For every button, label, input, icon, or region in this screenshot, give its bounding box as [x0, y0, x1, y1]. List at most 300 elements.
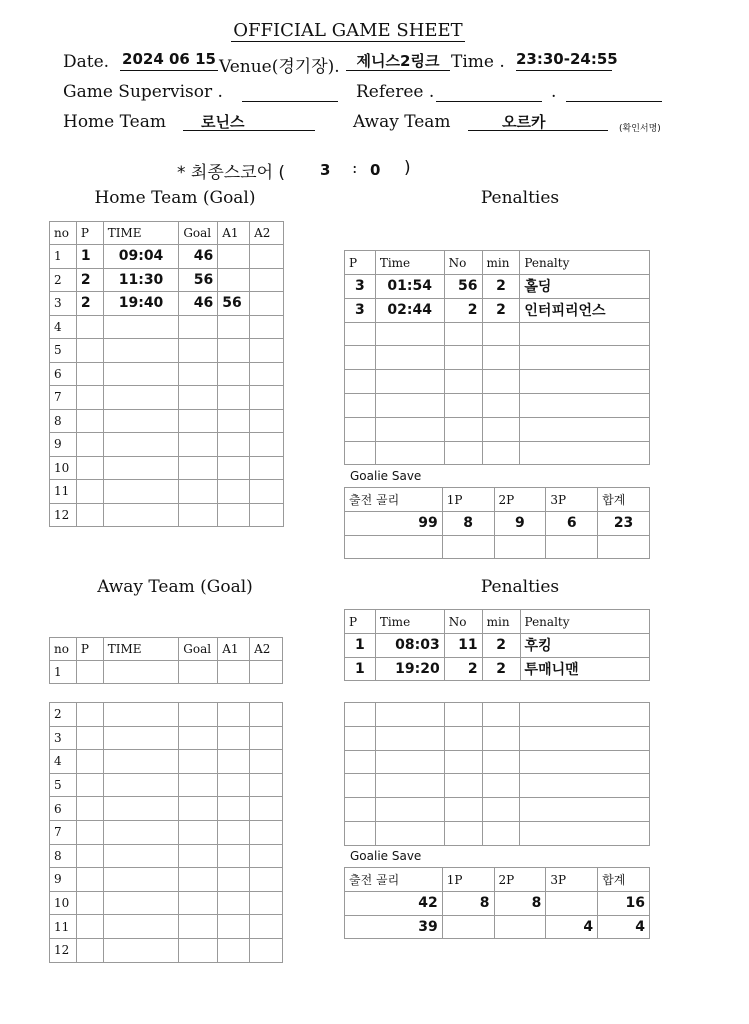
final-score-suffix: )	[404, 158, 411, 178]
table-cell[interactable]	[218, 245, 250, 269]
table-cell[interactable]	[250, 891, 283, 915]
table-cell[interactable]	[375, 798, 444, 822]
table-cell[interactable]	[345, 774, 376, 798]
table-row	[345, 275, 650, 299]
table-cell[interactable]	[76, 386, 103, 410]
table-cell[interactable]: 2	[444, 298, 482, 322]
table-cell[interactable]	[444, 726, 482, 750]
table-cell[interactable]	[179, 386, 218, 410]
referee2-field[interactable]	[566, 81, 662, 102]
table-cell[interactable]	[482, 417, 520, 441]
table-cell[interactable]	[76, 409, 103, 433]
table-cell[interactable]	[218, 915, 250, 939]
table-cell[interactable]	[103, 362, 179, 386]
away-goalie-table	[344, 867, 650, 939]
table-cell[interactable]	[250, 268, 284, 292]
table-cell[interactable]	[444, 346, 482, 370]
table-cell[interactable]	[179, 703, 218, 727]
table-cell[interactable]	[103, 797, 179, 821]
table-cell[interactable]	[103, 703, 179, 727]
table-cell[interactable]	[179, 480, 218, 504]
table-cell[interactable]: 3	[50, 292, 77, 316]
table-cell[interactable]	[103, 661, 179, 684]
table-cell[interactable]	[444, 798, 482, 822]
table-cell[interactable]	[179, 315, 218, 339]
table-cell[interactable]	[546, 892, 598, 916]
table-cell[interactable]	[482, 441, 520, 465]
table-cell[interactable]: 후킹	[520, 634, 649, 658]
table-cell[interactable]: 8	[50, 844, 77, 868]
table-cell[interactable]	[345, 346, 376, 370]
table-cell[interactable]	[444, 393, 482, 417]
table-row	[50, 268, 284, 292]
table-cell[interactable]	[179, 362, 218, 386]
table-cell[interactable]	[218, 456, 250, 480]
table-cell[interactable]	[520, 346, 650, 370]
table-cell[interactable]	[250, 750, 283, 774]
table-cell[interactable]	[179, 868, 218, 892]
table-cell[interactable]	[444, 774, 482, 798]
supervisor-field[interactable]	[242, 81, 338, 102]
table-cell[interactable]: 1	[345, 634, 376, 658]
table-cell[interactable]	[179, 891, 218, 915]
table-cell[interactable]	[520, 322, 650, 346]
referee-label: Referee .	[356, 82, 435, 102]
table-cell[interactable]: 39	[345, 915, 443, 939]
table-cell[interactable]	[520, 821, 650, 845]
table-cell[interactable]: 5	[50, 339, 77, 363]
table-cell[interactable]: 8	[442, 512, 494, 536]
home-penalty-table	[344, 250, 650, 465]
table-cell[interactable]	[482, 393, 520, 417]
table-cell[interactable]	[482, 346, 520, 370]
table-cell[interactable]: 11	[50, 915, 77, 939]
table-cell[interactable]	[375, 774, 444, 798]
table-cell[interactable]: 10	[50, 891, 77, 915]
table-row	[345, 821, 650, 845]
table-cell[interactable]: 2	[482, 298, 520, 322]
table-cell[interactable]	[250, 844, 283, 868]
table-cell[interactable]: 2	[444, 657, 482, 681]
table-row	[345, 892, 650, 916]
table-cell[interactable]	[103, 750, 179, 774]
table-row	[50, 726, 283, 750]
table-cell[interactable]	[218, 726, 250, 750]
table-cell[interactable]	[218, 433, 250, 457]
table-cell[interactable]	[482, 726, 520, 750]
home-team-label: Home Team	[63, 112, 166, 132]
table-cell[interactable]: 3	[50, 726, 77, 750]
column-header: No	[444, 610, 482, 634]
table-cell[interactable]	[546, 535, 598, 559]
table-cell[interactable]	[76, 456, 103, 480]
table-cell[interactable]	[76, 703, 103, 727]
table-row	[345, 750, 650, 774]
table-cell[interactable]: 6	[546, 512, 598, 536]
table-cell[interactable]	[482, 750, 520, 774]
table-cell[interactable]	[375, 393, 444, 417]
table-cell[interactable]	[494, 915, 546, 939]
table-cell[interactable]: 2	[76, 268, 103, 292]
table-cell[interactable]	[375, 821, 444, 845]
table-cell[interactable]	[179, 938, 218, 962]
table-cell[interactable]	[179, 433, 218, 457]
table-cell[interactable]	[76, 820, 103, 844]
table-cell[interactable]	[76, 915, 103, 939]
table-cell[interactable]	[218, 268, 250, 292]
table-cell[interactable]	[76, 844, 103, 868]
table-cell[interactable]	[494, 535, 546, 559]
table-cell[interactable]	[76, 480, 103, 504]
table-cell[interactable]	[345, 370, 376, 394]
table-cell[interactable]	[250, 409, 284, 433]
table-cell[interactable]	[250, 433, 284, 457]
table-cell[interactable]: 11	[50, 480, 77, 504]
table-cell[interactable]: 2	[76, 292, 103, 316]
table-cell[interactable]	[444, 322, 482, 346]
column-header: P	[345, 610, 376, 634]
table-cell[interactable]	[179, 797, 218, 821]
table-cell[interactable]	[375, 441, 444, 465]
table-cell[interactable]	[179, 726, 218, 750]
table-cell[interactable]	[250, 773, 283, 797]
confirm-signature-note: (확인서명)	[619, 124, 661, 134]
table-cell[interactable]: 5	[50, 773, 77, 797]
table-header-row	[50, 638, 283, 661]
table-cell[interactable]	[375, 346, 444, 370]
table-cell[interactable]: 56	[444, 275, 482, 299]
table-cell[interactable]: 1	[76, 245, 103, 269]
table-cell[interactable]	[103, 315, 179, 339]
table-row	[50, 868, 283, 892]
table-header-row	[50, 222, 284, 245]
table-cell[interactable]: 19:40	[103, 292, 179, 316]
table-cell[interactable]: 42	[345, 892, 443, 916]
table-cell[interactable]	[444, 370, 482, 394]
table-cell[interactable]	[375, 322, 444, 346]
table-cell[interactable]	[250, 386, 284, 410]
table-cell[interactable]: 3	[345, 275, 376, 299]
table-cell[interactable]	[179, 503, 218, 527]
referee-field[interactable]	[436, 81, 542, 102]
table-cell[interactable]: 4	[598, 915, 650, 939]
table-cell[interactable]: 56	[179, 268, 218, 292]
table-cell[interactable]	[520, 726, 650, 750]
table-cell[interactable]	[179, 844, 218, 868]
table-cell[interactable]: 56	[218, 292, 250, 316]
table-cell[interactable]	[179, 820, 218, 844]
table-cell[interactable]	[103, 339, 179, 363]
table-cell[interactable]	[444, 417, 482, 441]
column-header: 합계	[598, 868, 650, 892]
table-cell[interactable]	[218, 480, 250, 504]
table-cell[interactable]	[375, 417, 444, 441]
table-cell[interactable]	[76, 797, 103, 821]
table-cell[interactable]	[103, 891, 179, 915]
table-cell[interactable]	[250, 292, 284, 316]
table-cell[interactable]: 08:03	[375, 634, 444, 658]
table-cell[interactable]	[250, 915, 283, 939]
table-cell[interactable]	[520, 750, 650, 774]
home-goalie-table	[344, 487, 650, 559]
table-cell[interactable]	[520, 370, 650, 394]
table-cell[interactable]	[250, 456, 284, 480]
table-cell[interactable]	[218, 315, 250, 339]
table-cell[interactable]: 9	[50, 868, 77, 892]
table-cell[interactable]: 7	[50, 386, 77, 410]
column-header: min	[482, 610, 520, 634]
final-score-away: 0	[370, 161, 381, 179]
table-row	[50, 433, 284, 457]
final-score-prefix: * 최종스코어 (	[177, 163, 286, 183]
table-cell[interactable]	[345, 798, 376, 822]
table-cell[interactable]	[345, 417, 376, 441]
column-header: P	[76, 222, 103, 245]
away-goalie-save-title: Goalie Save	[350, 849, 422, 863]
table-cell[interactable]	[218, 820, 250, 844]
table-cell[interactable]	[520, 417, 650, 441]
table-cell[interactable]	[250, 703, 283, 727]
table-cell[interactable]	[103, 844, 179, 868]
table-cell[interactable]	[250, 938, 283, 962]
home-penalties-title: Penalties	[480, 188, 560, 208]
table-cell[interactable]	[444, 821, 482, 845]
table-cell[interactable]: 01:54	[375, 275, 444, 299]
table-cell[interactable]	[442, 915, 494, 939]
table-row	[50, 915, 283, 939]
table-cell[interactable]: 10	[50, 456, 77, 480]
table-cell[interactable]	[76, 503, 103, 527]
column-header: Goal	[179, 222, 218, 245]
away-team-field[interactable]: 오르카	[468, 111, 608, 131]
table-cell[interactable]: 8	[494, 892, 546, 916]
venue-field[interactable]: 제니스2링크	[346, 50, 450, 71]
table-cell[interactable]	[218, 703, 250, 727]
table-cell[interactable]	[598, 535, 650, 559]
table-cell[interactable]	[218, 844, 250, 868]
table-cell[interactable]	[345, 393, 376, 417]
table-cell[interactable]	[218, 868, 250, 892]
column-header: 1P	[442, 488, 494, 512]
table-cell[interactable]: 8	[442, 892, 494, 916]
table-cell[interactable]	[218, 750, 250, 774]
table-cell[interactable]	[76, 726, 103, 750]
table-cell[interactable]: 02:44	[375, 298, 444, 322]
table-cell[interactable]	[444, 750, 482, 774]
table-cell[interactable]	[76, 661, 103, 684]
table-cell[interactable]	[250, 339, 284, 363]
table-cell[interactable]: 2	[482, 275, 520, 299]
table-cell[interactable]	[103, 868, 179, 892]
table-cell[interactable]	[345, 703, 376, 727]
table-cell[interactable]: 11	[444, 634, 482, 658]
table-cell[interactable]: 1	[345, 657, 376, 681]
table-cell[interactable]	[250, 362, 284, 386]
table-cell[interactable]: 1	[50, 245, 77, 269]
column-header: 1P	[442, 868, 494, 892]
column-header: 3P	[546, 488, 598, 512]
table-cell[interactable]	[179, 915, 218, 939]
table-cell[interactable]	[179, 339, 218, 363]
table-row	[345, 322, 650, 346]
home-team-field[interactable]: 로닌스	[183, 111, 315, 131]
table-cell[interactable]	[76, 315, 103, 339]
table-cell[interactable]	[218, 797, 250, 821]
table-cell[interactable]	[442, 535, 494, 559]
table-cell[interactable]	[76, 750, 103, 774]
table-cell[interactable]	[375, 750, 444, 774]
table-cell[interactable]: 4	[50, 315, 77, 339]
table-row	[345, 441, 650, 465]
table-cell[interactable]	[482, 821, 520, 845]
table-cell[interactable]	[375, 726, 444, 750]
away-goal-table	[49, 702, 283, 963]
table-cell[interactable]	[444, 703, 482, 727]
time-field[interactable]: 23:30-24:55	[516, 50, 612, 71]
table-cell[interactable]	[520, 774, 650, 798]
table-cell[interactable]: 9	[494, 512, 546, 536]
table-row	[345, 298, 650, 322]
table-cell[interactable]	[103, 503, 179, 527]
date-field[interactable]: 2024 06 15	[120, 50, 218, 71]
table-cell[interactable]: 46	[179, 245, 218, 269]
table-cell[interactable]	[103, 915, 179, 939]
table-cell[interactable]	[218, 938, 250, 962]
table-row	[50, 480, 284, 504]
table-cell[interactable]: 12	[50, 938, 77, 962]
table-cell[interactable]: 1	[50, 661, 77, 684]
table-cell[interactable]	[345, 322, 376, 346]
table-cell[interactable]	[103, 820, 179, 844]
table-cell[interactable]: 46	[179, 292, 218, 316]
table-cell[interactable]	[482, 774, 520, 798]
table-cell[interactable]: 99	[345, 512, 443, 536]
table-cell[interactable]	[375, 703, 444, 727]
table-cell[interactable]	[345, 726, 376, 750]
column-header: 3P	[546, 868, 598, 892]
table-cell[interactable]: 23	[598, 512, 650, 536]
table-cell[interactable]	[76, 891, 103, 915]
table-cell[interactable]	[76, 868, 103, 892]
table-cell[interactable]	[250, 503, 284, 527]
table-cell[interactable]	[218, 661, 250, 684]
table-cell[interactable]: 투매니맨	[520, 657, 649, 681]
table-cell[interactable]	[482, 322, 520, 346]
table-cell[interactable]	[250, 315, 284, 339]
table-cell[interactable]	[250, 797, 283, 821]
table-cell[interactable]: 2	[50, 703, 77, 727]
table-cell[interactable]	[345, 535, 443, 559]
table-cell[interactable]: 7	[50, 820, 77, 844]
table-cell[interactable]	[218, 386, 250, 410]
table-cell[interactable]	[218, 503, 250, 527]
column-header: A2	[250, 222, 284, 245]
column-header: Penalty	[520, 251, 650, 275]
table-cell[interactable]	[520, 703, 650, 727]
table-cell[interactable]: 6	[50, 362, 77, 386]
table-cell[interactable]: 4	[546, 915, 598, 939]
table-cell[interactable]	[76, 362, 103, 386]
table-cell[interactable]: 8	[50, 409, 77, 433]
table-cell[interactable]: 인터피리언스	[520, 298, 650, 322]
table-cell[interactable]	[76, 773, 103, 797]
table-cell[interactable]	[218, 362, 250, 386]
table-cell[interactable]	[179, 409, 218, 433]
table-cell[interactable]	[103, 773, 179, 797]
table-cell[interactable]	[103, 480, 179, 504]
table-row	[50, 844, 283, 868]
table-cell[interactable]	[179, 661, 218, 684]
table-cell[interactable]	[250, 245, 284, 269]
table-cell[interactable]	[444, 441, 482, 465]
table-cell[interactable]	[250, 480, 284, 504]
table-cell[interactable]	[218, 891, 250, 915]
table-cell[interactable]	[520, 441, 650, 465]
table-cell[interactable]	[218, 339, 250, 363]
table-cell[interactable]	[520, 798, 650, 822]
table-cell[interactable]: 2	[482, 657, 520, 681]
table-cell[interactable]: 11:30	[103, 268, 179, 292]
table-cell[interactable]	[103, 409, 179, 433]
table-row	[50, 339, 284, 363]
table-cell[interactable]	[482, 703, 520, 727]
table-row	[50, 891, 283, 915]
table-cell[interactable]	[345, 441, 376, 465]
table-cell[interactable]: 6	[50, 797, 77, 821]
table-row	[50, 503, 284, 527]
table-cell[interactable]	[218, 409, 250, 433]
table-cell[interactable]	[76, 339, 103, 363]
table-cell[interactable]	[250, 868, 283, 892]
table-cell[interactable]: 16	[598, 892, 650, 916]
table-cell[interactable]	[76, 938, 103, 962]
table-cell[interactable]	[482, 798, 520, 822]
table-cell[interactable]	[179, 773, 218, 797]
table-cell[interactable]: 19:20	[375, 657, 444, 681]
table-cell[interactable]	[76, 433, 103, 457]
table-cell[interactable]	[103, 938, 179, 962]
table-row	[345, 346, 650, 370]
table-row	[50, 820, 283, 844]
table-cell[interactable]	[179, 750, 218, 774]
away-penalties-title: Penalties	[480, 577, 560, 597]
table-row	[50, 315, 284, 339]
table-cell[interactable]	[179, 456, 218, 480]
table-cell[interactable]	[218, 773, 250, 797]
table-cell[interactable]	[250, 820, 283, 844]
table-cell[interactable]: 4	[50, 750, 77, 774]
table-cell[interactable]: 9	[50, 433, 77, 457]
table-cell[interactable]	[250, 726, 283, 750]
table-cell[interactable]	[103, 433, 179, 457]
table-cell[interactable]	[375, 370, 444, 394]
table-cell[interactable]: 3	[345, 298, 376, 322]
table-cell[interactable]: 2	[482, 634, 520, 658]
table-cell[interactable]	[103, 386, 179, 410]
table-cell[interactable]	[103, 456, 179, 480]
table-cell[interactable]	[250, 661, 283, 684]
table-cell[interactable]: 09:04	[103, 245, 179, 269]
away-goal-title: Away Team (Goal)	[97, 577, 253, 597]
table-cell[interactable]: 12	[50, 503, 77, 527]
table-cell[interactable]	[520, 393, 650, 417]
table-cell[interactable]	[345, 821, 376, 845]
table-cell[interactable]	[103, 726, 179, 750]
table-cell[interactable]: 2	[50, 268, 77, 292]
table-cell[interactable]	[345, 750, 376, 774]
table-cell[interactable]: 홀딩	[520, 275, 650, 299]
table-cell[interactable]	[482, 370, 520, 394]
